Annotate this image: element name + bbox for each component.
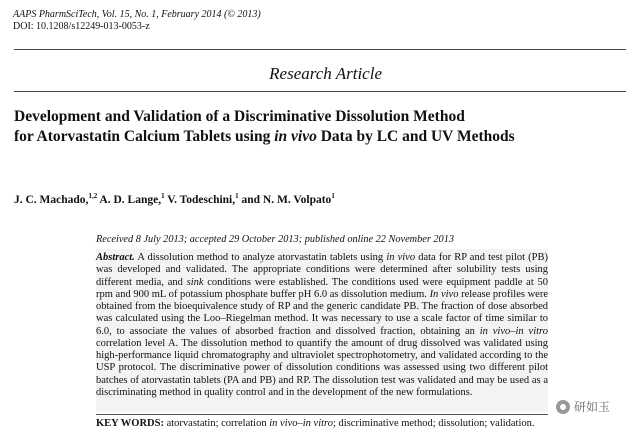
- author-name: and N. M. Volpato: [238, 193, 332, 206]
- abstract-italic: in vivo–in vitro: [479, 325, 548, 337]
- author-affiliation: 1: [331, 192, 335, 200]
- abstract-italic: In vivo: [429, 288, 459, 300]
- abstract-italic: sink: [186, 276, 204, 288]
- keywords-rule: [96, 414, 548, 415]
- abstract-text: correlation level A. The dissolution method to quantify the amount of drug dissolved was validated using high-performance liquid chromatography and ultraviolet spectrophotometry, and validated according to the USP protocol. The discriminative power of dissolution conditions was assessed using two different pilot batches of atorvastatin tablets (PA and PB) and RP. The dissolution test was validated and may be used as a discriminating method in quality control and in the development of the new formulations.: [96, 337, 548, 398]
- abstract-label: Abstract.: [96, 252, 135, 263]
- title-line-1: Development and Validation of a Discriminative Dissolution Method: [14, 108, 465, 125]
- watermark: [556, 398, 610, 415]
- author-affiliation: 1: [235, 192, 239, 200]
- author-list: [14, 189, 335, 207]
- abstract-text: conditions were established. The conditions used were equipment paddle at 50 rpm and 900 mL of potassium phosphate buffer pH 6.0 as dissolution medium.: [96, 276, 548, 300]
- author-affiliation: 1: [161, 192, 165, 200]
- section-label: Research Article: [269, 64, 382, 83]
- title-line-2b: Data by LC and UV Methods: [316, 128, 515, 145]
- author-affiliation: 1,2: [88, 192, 98, 200]
- keywords-text: ; discriminative method; dissolution; validation.: [333, 418, 535, 429]
- abstract-text: A dissolution method to analyze atorvastatin tablets using: [134, 252, 387, 263]
- title-line-2a: for Atorvastatin Calcium Tablets using: [14, 128, 275, 145]
- keywords-label: KEY WORDS:: [96, 418, 164, 429]
- publication-dates: Received 8 July 2013; accepted 29 October 2013; published online 22 November 2013: [96, 234, 454, 245]
- doi-line: DOI: 10.1208/s12249-013-0053-z: [13, 21, 150, 32]
- title-line-2-italic: in vivo: [274, 128, 317, 145]
- watermark-text: 研如玉: [574, 400, 611, 414]
- keywords-italic: in vivo–in vitro: [269, 418, 333, 429]
- keywords-text: atorvastatin; correlation: [163, 418, 270, 429]
- wechat-icon: [556, 400, 570, 414]
- section-rule: [14, 91, 626, 92]
- journal-citation: AAPS PharmSciTech, Vol. 15, No. 1, February 2014 (© 2013): [13, 9, 261, 20]
- author-name: V. Todeschini,: [164, 193, 236, 206]
- header-rule: [14, 49, 626, 50]
- keywords: [96, 418, 535, 430]
- article-title: [14, 107, 634, 147]
- author-name: A. D. Lange,: [97, 193, 162, 206]
- abstract-italic: in vivo: [386, 252, 416, 263]
- abstract-text: release profiles were obtained from the bioequivalence study of RP and the generic candidate PB. The fraction of dose absorbed was calculated using the Loo–Riegelman method. It was necessary to use a scale factor of time similar to 6.0, to associate the values of absorbed fraction and dissolved fraction, obtaining an: [96, 288, 548, 337]
- abstract-text: data for RP and test pilot (PB) was developed and validated. The appropriate conditions were determined after solubility tests using different media, and: [96, 252, 548, 288]
- author-name: J. C. Machado,: [14, 193, 89, 206]
- abstract: [96, 252, 548, 399]
